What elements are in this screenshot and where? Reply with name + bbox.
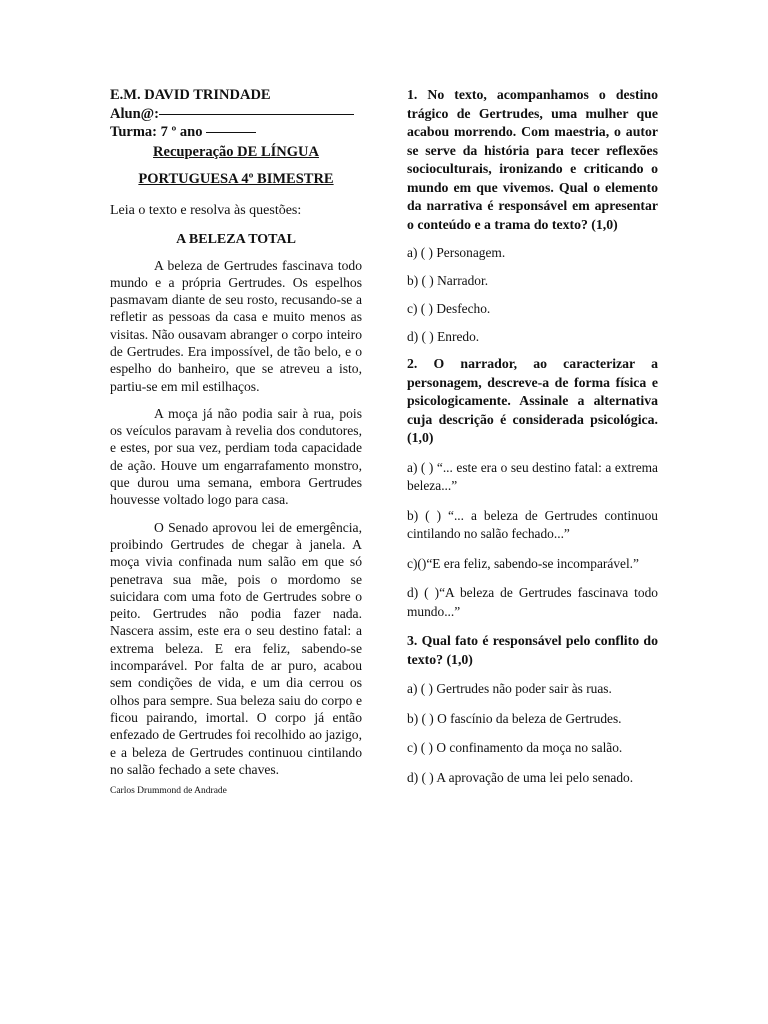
right-column: [407, 86, 658, 787]
option-a[interactable]: a) ( ) Personagem.: [407, 244, 506, 260]
student-label: Alun@:: [110, 105, 159, 122]
worksheet-title-line2: PORTUGUESA 4º BIMESTRE: [138, 171, 334, 187]
story-paragraph: A moça já não podia sair à rua, pois os veículos paravam à revelia dos condutores, e estes, por sua vez, perdiam toda capacidade de ação. Houve um engarrafamento monstro, que durou uma semana, embora Gertrudes houvesse voltado logo para casa.: [110, 405, 362, 508]
option-c[interactable]: c) ( ) O confinamento da moça no salão.: [407, 740, 623, 755]
student-name-line: [110, 105, 362, 124]
student-name-blank[interactable]: [159, 114, 354, 115]
question-3: 3. Qual fato é responsável pelo conflito do texto? (1,0): [407, 633, 658, 667]
class-blank[interactable]: [206, 132, 256, 133]
option-b[interactable]: b) ( ) “... a beleza de Gertrudes continuou cintilando no salão fechado...”: [407, 507, 658, 541]
class-line: [110, 123, 362, 142]
question-2: 2. O narrador, ao caracterizar a personagem, descreve-a de forma física e psicologicamente. Assinale a alternativa cuja descrição é considerada psicológica. (1,0): [407, 356, 658, 445]
worksheet-title-line1: Recuperação DE LÍNGUA: [153, 143, 319, 160]
option-a[interactable]: a) ( ) “... este era o seu destino fatal: a extrema beleza...”: [407, 459, 658, 493]
story-paragraph: O Senado aprovou lei de emergência, proibindo Gertrudes de chegar à janela. A moça vivia confinada num salão em que só penetrava sua mãe, pois o mordomo se suicidara com uma foto de Gertrudes sobre o peito. Gertrudes não podia fazer nada. Nascera assim, este era o seu destino fatal: a extrema beleza. E era feliz, sabendo-se incomparável. Por falta de ar puro, acabou sem condições de vida, e um dia cerrou os olhos para sempre. Sua beleza saiu do corpo e ficou pairando, imortal. O corpo já então enfezado de Gertrudes foi recolhido ao jazigo, e a beleza de Gertrudes continuou cintilando no salão fechado a sete chaves.: [110, 519, 362, 777]
story-paragraph: A beleza de Gertrudes fascinava todo mundo e a própria Gertrudes. Os espelhos pasmavam diante de seu rosto, recusando-se a refletir as pessoas da casa e muito menos as visitas. Não ousavam abranger o corpo inteiro de Gertrudes. Era impossível, de tão belo, e o espelho do banheiro, que se atreveu a isto, partiu-se em mil estilhaços.: [110, 257, 362, 394]
option-d[interactable]: d) ( ) Enredo.: [407, 328, 480, 344]
option-b[interactable]: b) ( ) Narrador.: [407, 272, 489, 288]
question-1-options: [407, 244, 658, 347]
school-name: E.M. DAVID TRINDADE: [110, 87, 271, 103]
instructions: Leia o texto e resolva às questões:: [110, 202, 302, 218]
story-title: A BELEZA TOTAL: [176, 231, 296, 247]
class-label: Turma: 7 º ano: [110, 124, 203, 140]
option-d[interactable]: d) ( )“A beleza de Gertrudes fascinava todo mundo...”: [407, 585, 658, 619]
option-d[interactable]: d) ( ) A aprovação de uma lei pelo senado.: [407, 769, 634, 785]
question-1: 1. No texto, acompanhamos o destino trágico de Gertrudes, uma mulher que acabou morrendo. Com maestria, o autor se serve da história para tecer reflexões socioculturais, ironizando e criticando o mundo em que vivemos. Qual o elemento da narrativa é responsável em apresentar o conteúdo e a trama do texto? (1,0): [407, 87, 658, 232]
question-3-options: [407, 680, 658, 787]
option-a[interactable]: a) ( ) Gertrudes não poder sair às ruas.: [407, 681, 612, 696]
left-column: [110, 86, 362, 796]
question-2-options: [407, 459, 658, 622]
option-c[interactable]: c) ( ) Desfecho.: [407, 300, 491, 316]
option-c[interactable]: c)()“E era feliz, sabendo-se incomparável.”: [407, 555, 639, 571]
story-author: Carlos Drummond de Andrade: [110, 786, 227, 797]
option-b[interactable]: b) ( ) O fascínio da beleza de Gertrudes.: [407, 710, 622, 726]
